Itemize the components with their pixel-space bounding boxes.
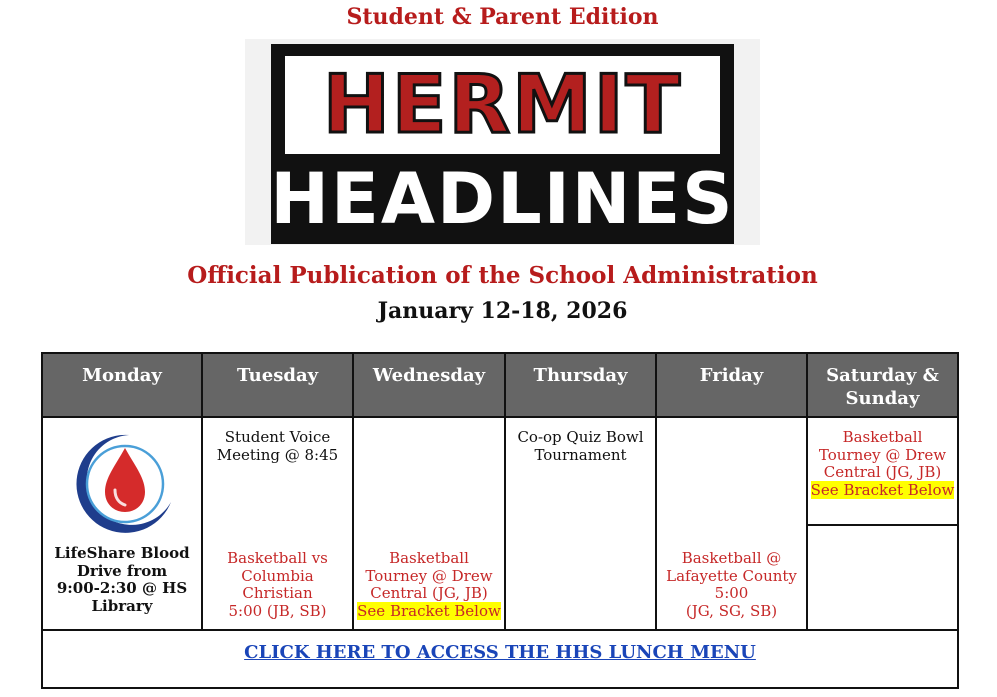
masthead-bottom-panel bbox=[271, 156, 734, 242]
lunch-menu-row bbox=[43, 631, 957, 687]
publication-subtitle: Official Publication of the School Administration bbox=[187, 262, 818, 289]
header-tuesday: Tuesday bbox=[203, 354, 354, 418]
masthead-headlines: HEADLINES bbox=[270, 158, 735, 240]
cell-thursday bbox=[506, 418, 657, 631]
masthead-hermit: HERMIT bbox=[322, 58, 683, 151]
lunch-menu-link[interactable]: CLICK HERE TO ACCESS THE HHS LUNCH MENU bbox=[244, 642, 756, 663]
cell-wednesday bbox=[354, 418, 506, 631]
header-monday: Monday bbox=[43, 354, 203, 418]
header-friday: Friday bbox=[657, 354, 808, 418]
masthead-frame bbox=[271, 44, 734, 244]
wednesday-bracket-note: See Bracket Below bbox=[357, 601, 501, 620]
cell-tuesday bbox=[203, 418, 354, 631]
weekly-calendar bbox=[41, 352, 959, 689]
blood-drop-icon bbox=[71, 432, 175, 536]
edition-title: Student & Parent Edition bbox=[346, 4, 659, 30]
masthead-logo bbox=[245, 39, 760, 245]
wednesday-basketball: Basketball Tourney @ Drew Central (JG, JB) See Bracket Below bbox=[357, 549, 501, 620]
header-weekend: Saturday & Sunday bbox=[808, 354, 957, 418]
weekend-bracket-note: See Bracket Below bbox=[810, 480, 955, 499]
weekend-divider bbox=[808, 524, 957, 526]
friday-basketball: Basketball @ Lafayette County 5:00 (JG, SG, SB) bbox=[666, 549, 797, 620]
masthead-top-panel bbox=[285, 56, 720, 154]
cell-friday bbox=[657, 418, 808, 631]
tuesday-meeting: Student Voice Meeting @ 8:45 bbox=[216, 428, 339, 464]
cell-weekend bbox=[808, 418, 957, 631]
monday-event: LifeShare Blood Drive from 9:00-2:30 @ HS Library bbox=[54, 544, 190, 615]
weekend-basketball: Basketball Tourney @ Drew Central (JG, JB) See Bracket Below bbox=[810, 428, 955, 499]
thursday-quiz-bowl: Co-op Quiz Bowl Tournament bbox=[517, 428, 644, 464]
tuesday-basketball: Basketball vs Columbia Christian 5:00 (JB, SB) bbox=[227, 549, 328, 620]
cell-monday bbox=[43, 418, 203, 631]
week-dates: January 12-18, 2026 bbox=[377, 298, 628, 324]
header-wednesday: Wednesday bbox=[354, 354, 506, 418]
header-thursday: Thursday bbox=[506, 354, 657, 418]
